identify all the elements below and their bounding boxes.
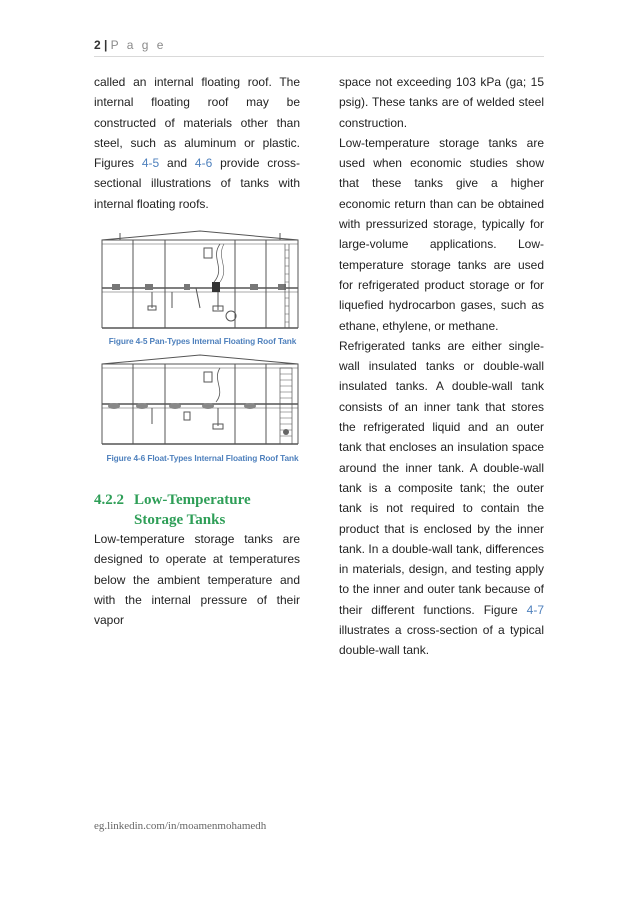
page-number: 2 <box>94 38 101 52</box>
right-column <box>339 72 544 661</box>
right-paragraph-3: Refrigerated tanks are either single-wall insulated tanks or double-wall insulated tanks. A double-wall tank consists of an inner tank that stores the refrigerated liquid and an outer tank that encloses an insulation space around the inner tank. A double-wall tank is a composite tank; the outer tank is not required to contain the product that is enclosed by the inner tank. In a double-wall tank, differences in materials, design, and testing apply to the inner and outer tank because of their different functions. Figure 4-7 illustrates a cross-section of a typical double-wall tank. <box>339 338 544 658</box>
page-header <box>94 38 544 52</box>
pan-type-tank-drawing <box>100 228 300 330</box>
page-label: P a g e <box>110 38 166 52</box>
figure-4-7-link[interactable]: 4-7 <box>526 602 544 617</box>
right-paragraph-1: space not exceeding 103 kPa (ga; 15 psig). These tanks are of welded steel construction. <box>339 75 544 130</box>
section-paragraph-container <box>94 529 300 630</box>
page-separator: | <box>103 38 108 52</box>
figure-4-6-link[interactable]: 4-6 <box>194 156 213 171</box>
section-heading <box>94 490 304 530</box>
float-type-tank-drawing <box>100 352 300 446</box>
figure-4-5-caption: Figure 4-5 Pan-Types Internal Floating Roof Tank <box>108 336 297 346</box>
figure-4-5-illustration <box>100 228 300 330</box>
section-number: 4.2.2 <box>94 492 124 508</box>
figure-4-6-caption: Figure 4-6 Float-Types Internal Floating Roof Tank <box>106 453 299 463</box>
figure-4-6-illustration <box>100 352 300 446</box>
figure-4-5-link[interactable]: 4-5 <box>141 156 160 171</box>
section-paragraph: Low-temperature storage tanks are designed to operate at temperatures below the ambient temperature and with the internal pressure of their vapor <box>94 532 300 628</box>
section-title-line-1: Low-Temperature <box>134 492 251 508</box>
left-column <box>94 72 300 214</box>
intro-paragraph: called an internal floating roof. The internal floating roof may be constructed of materials other than steel, such as aluminum or plastic. Figures 4-5 and 4-6 provide cross-sectional illustrations of tanks with internal floating roofs. <box>94 75 300 211</box>
footer-link[interactable]: eg.linkedin.com/in/moamenmohamedh <box>94 820 267 832</box>
right-paragraph-2: Low-temperature storage tanks are used when economic studies show that these tanks give a higher economic return than can be obtained with pressurized storage, typically for large-volume applications. Low-temperature storage tanks are used for refrigerated product storage or for liquefied hydrocarbon gases, such as ethane, ethylene, or methane. <box>339 135 544 333</box>
header-divider <box>94 56 544 57</box>
section-title-line-2: Storage Tanks <box>134 512 226 528</box>
